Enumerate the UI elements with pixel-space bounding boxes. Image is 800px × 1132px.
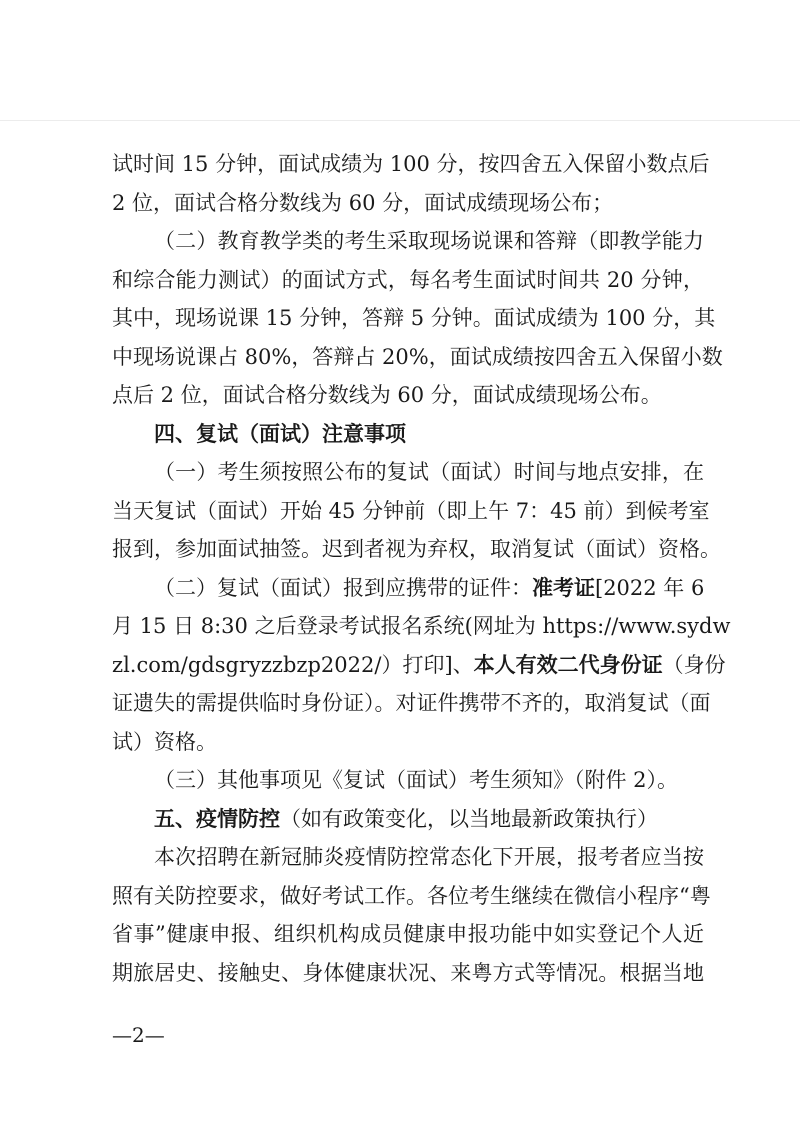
section-heading xyxy=(112,800,704,839)
text-line: 省事”健康申报、组织机构成员健康申报功能中如实登记个人近 xyxy=(112,922,704,946)
text-line xyxy=(112,646,726,685)
text-line: （一）考生须按照公布的复试（面试）时间与地点安排，在 xyxy=(154,460,704,484)
text-segment: [2022 年 6 xyxy=(595,575,705,600)
text-line: 其中，现场说课 15 分钟，答辩 5 分钟。面试成绩为 100 分，其 xyxy=(112,306,716,330)
section-heading: 四、复试（面试）注意事项 xyxy=(154,420,406,446)
text-line: 点后 2 位，面试合格分数线为 60 分，面试成绩现场公布。 xyxy=(112,383,662,407)
text-line: 报到，参加面试抽签。迟到者视为弃权，取消复试（面试）资格。 xyxy=(112,537,721,561)
bold-term-admission-ticket: 准考证 xyxy=(532,574,595,600)
document-body xyxy=(112,145,731,992)
page-number: —2— xyxy=(112,1023,165,1047)
text-line: （二）教育教学类的考生采取现场说课和答辩（即教学能力 xyxy=(154,229,704,253)
text-line: 试）资格。 xyxy=(112,729,217,754)
text-line: 试时间 15 分钟，面试成绩为 100 分，按四舍五入保留小数点后 xyxy=(112,152,710,176)
bold-term-id-card: 本人有效二代身份证 xyxy=(473,651,663,677)
text-line: 证遗失的需提供临时身份证）。对证件携带不齐的，取消复试（面 xyxy=(112,691,711,715)
text-segment: （二）复试（面试）报到应携带的证件： xyxy=(154,575,532,600)
text-line: 照有关防控要求，做好考试工作。各位考生继续在微信小程序“粤 xyxy=(112,883,711,908)
text-line: 月 15 日 8:30 之后登录考试报名系统(网址为 https://www.sydw xyxy=(112,614,731,638)
text-line xyxy=(112,569,704,608)
text-line: 2 位，面试合格分数线为 60 分，面试成绩现场公布； xyxy=(112,190,614,215)
text-line: 当天复试（面试）开始 45 分钟前（即上午 7：45 前）到候考室 xyxy=(112,498,710,523)
heading-note: （如有政策变化，以当地最新政策执行） xyxy=(280,806,658,831)
text-segment: zl.com/gdsgryzzbzp2022/）打印]、 xyxy=(112,652,474,677)
text-line: 本次招聘在新冠肺炎疫情防控常态化下开展，报考者应当按 xyxy=(154,845,704,869)
heading-title: 五、疫情防控 xyxy=(154,805,280,831)
top-rule xyxy=(0,120,800,121)
text-line: 期旅居史、接触史、身体健康状况、来粤方式等情况。根据当地 xyxy=(112,960,704,985)
text-line: （三）其他事项见《复试（面试）考生须知》（附件 2）。 xyxy=(154,768,679,792)
text-line: 中现场说课占 80%，答辩占 20%，面试成绩按四舍五入保留小数 xyxy=(112,344,723,369)
text-segment: （身份 xyxy=(662,652,726,677)
text-line: 和综合能力测试）的面试方式，每名考生面试时间共 20 分钟， xyxy=(112,267,704,292)
